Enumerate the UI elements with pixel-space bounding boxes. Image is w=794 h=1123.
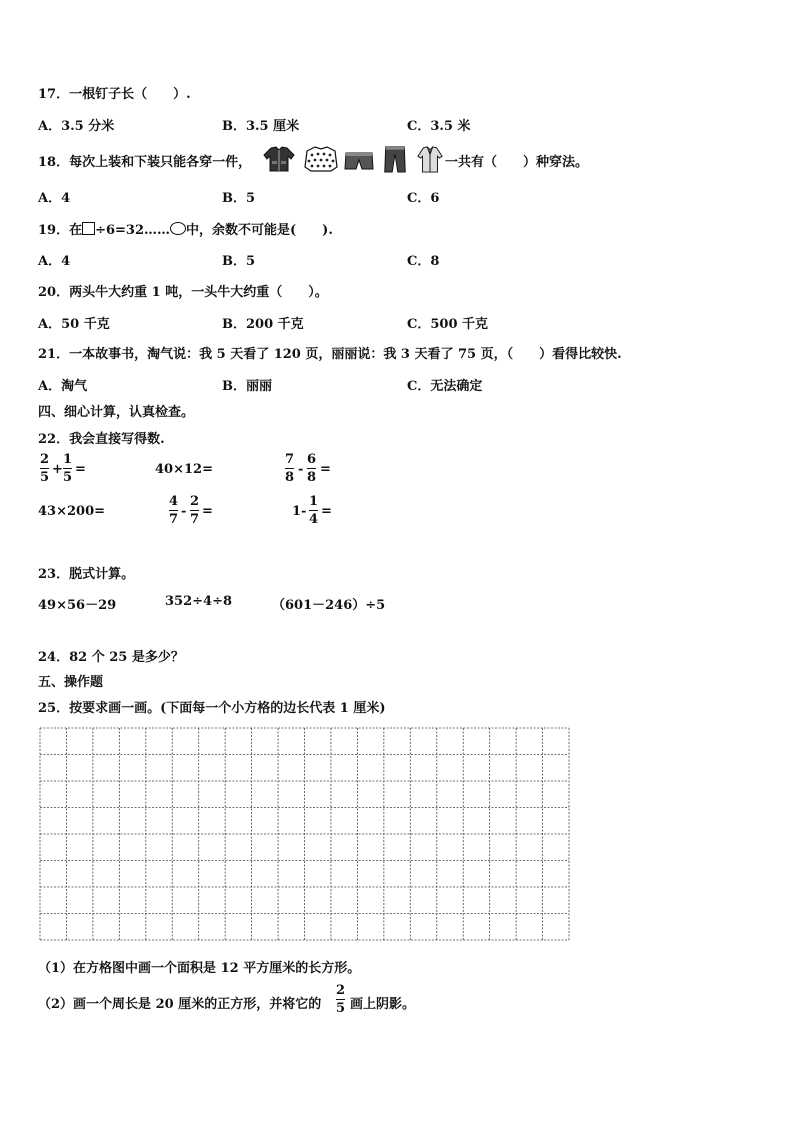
blank-circle-icon bbox=[170, 222, 186, 235]
q20-option-a: A．50 千克 bbox=[38, 317, 110, 332]
q19-part3: 中，余数不可能是( ). bbox=[186, 223, 333, 238]
section-4-heading: 四、细心计算，认真检查。 bbox=[38, 405, 195, 420]
blank-box-icon bbox=[82, 222, 95, 235]
q22-e6-lead: 1- bbox=[292, 504, 307, 519]
q18-option-b: B．5 bbox=[222, 191, 256, 206]
q18-text-after: 一共有（ ）种穿法。 bbox=[445, 155, 589, 170]
q21-option-b: B．丽丽 bbox=[222, 379, 272, 394]
q23-item-3: （601－246）÷5 bbox=[272, 598, 386, 613]
coat-icon bbox=[415, 145, 445, 173]
q22-e1-op: + bbox=[52, 462, 63, 477]
q19-option-c: C．8 bbox=[407, 254, 440, 269]
q23-title: 23．脱式计算。 bbox=[38, 567, 135, 582]
q18-option-a: A．4 bbox=[38, 191, 71, 206]
q19-text bbox=[38, 219, 333, 238]
q20-option-b: B．200 千克 bbox=[222, 317, 304, 332]
q22-e5-frac-a: 4 7 bbox=[169, 494, 179, 527]
q22-e3-op: - bbox=[298, 462, 304, 477]
q22-e3-frac-b: 6 8 bbox=[307, 452, 317, 485]
polka-dot-shirt-icon bbox=[303, 145, 339, 173]
q17-option-c: C．3.5 米 bbox=[407, 119, 471, 134]
q25-title: 25．按要求画一画。(下面每一个小方格的边长代表 1 厘米) bbox=[38, 701, 386, 716]
q20-text: 20．两头牛大约重 1 吨，一头牛大约重（ ）。 bbox=[38, 285, 328, 300]
q17-option-a: A．3.5 分米 bbox=[38, 119, 115, 134]
q22-e1-frac-b: 1 5 bbox=[63, 452, 73, 485]
q22-e6-frac: 1 4 bbox=[309, 494, 319, 527]
q17-text: 17．一根钉子长（ ）. bbox=[38, 87, 191, 102]
q19-option-a: A．4 bbox=[38, 254, 71, 269]
q23-item-2: 352÷4÷8 bbox=[165, 594, 233, 609]
q19-part2: ÷6=32…… bbox=[95, 223, 171, 238]
q19-part1: 19．在 bbox=[38, 223, 83, 238]
q22-e4: 43×200= bbox=[38, 504, 106, 519]
shorts-icon bbox=[343, 145, 375, 173]
q24-text: 24．82 个 25 是多少？ bbox=[38, 650, 184, 665]
q25-sub2-before: （2）画一个周长是 20 厘米的正方形，并将它的 bbox=[38, 997, 322, 1012]
q25-sub1: （1）在方格图中画一个面积是 12 平方厘米的长方形。 bbox=[38, 961, 361, 976]
q21-option-a: A．淘气 bbox=[38, 379, 88, 394]
q22-e5-frac-b: 2 7 bbox=[190, 494, 200, 527]
q22-title: 22．我会直接写得数. bbox=[38, 432, 165, 447]
q20-option-c: C．500 千克 bbox=[407, 317, 489, 332]
q22-e5-op: - bbox=[181, 504, 187, 519]
q22-e1-frac-a: 2 5 bbox=[40, 452, 50, 485]
q22-e3-frac-a: 7 8 bbox=[285, 452, 295, 485]
q22-e2: 40×12= bbox=[155, 462, 213, 477]
q18-option-c: C．6 bbox=[407, 191, 440, 206]
q21-option-c: C．无法确定 bbox=[407, 379, 483, 394]
q22-e6-eq: = bbox=[321, 504, 332, 519]
q22-e1-eq: = bbox=[75, 462, 86, 477]
q23-item-1: 49×56－29 bbox=[38, 598, 117, 613]
square-grid bbox=[39, 727, 570, 941]
section-5-heading: 五、操作题 bbox=[38, 675, 104, 690]
q21-text: 21．一本故事书，淘气说：我 5 天看了 120 页，丽丽说：我 3 天看了 75 页，（ ）看得比较快. bbox=[38, 347, 622, 362]
q25-sub2-frac: 2 5 bbox=[336, 983, 346, 1016]
q25-sub2-after: 画上阴影。 bbox=[350, 997, 416, 1012]
trousers-icon bbox=[382, 145, 408, 173]
q18-text-before: 18．每次上装和下装只能各穿一件， bbox=[38, 155, 252, 170]
q19-option-b: B．5 bbox=[222, 254, 256, 269]
q22-e5-eq: = bbox=[202, 504, 213, 519]
q22-e3-eq: = bbox=[320, 462, 331, 477]
jacket-icon bbox=[262, 145, 296, 173]
q17-option-b: B．3.5 厘米 bbox=[222, 119, 300, 134]
